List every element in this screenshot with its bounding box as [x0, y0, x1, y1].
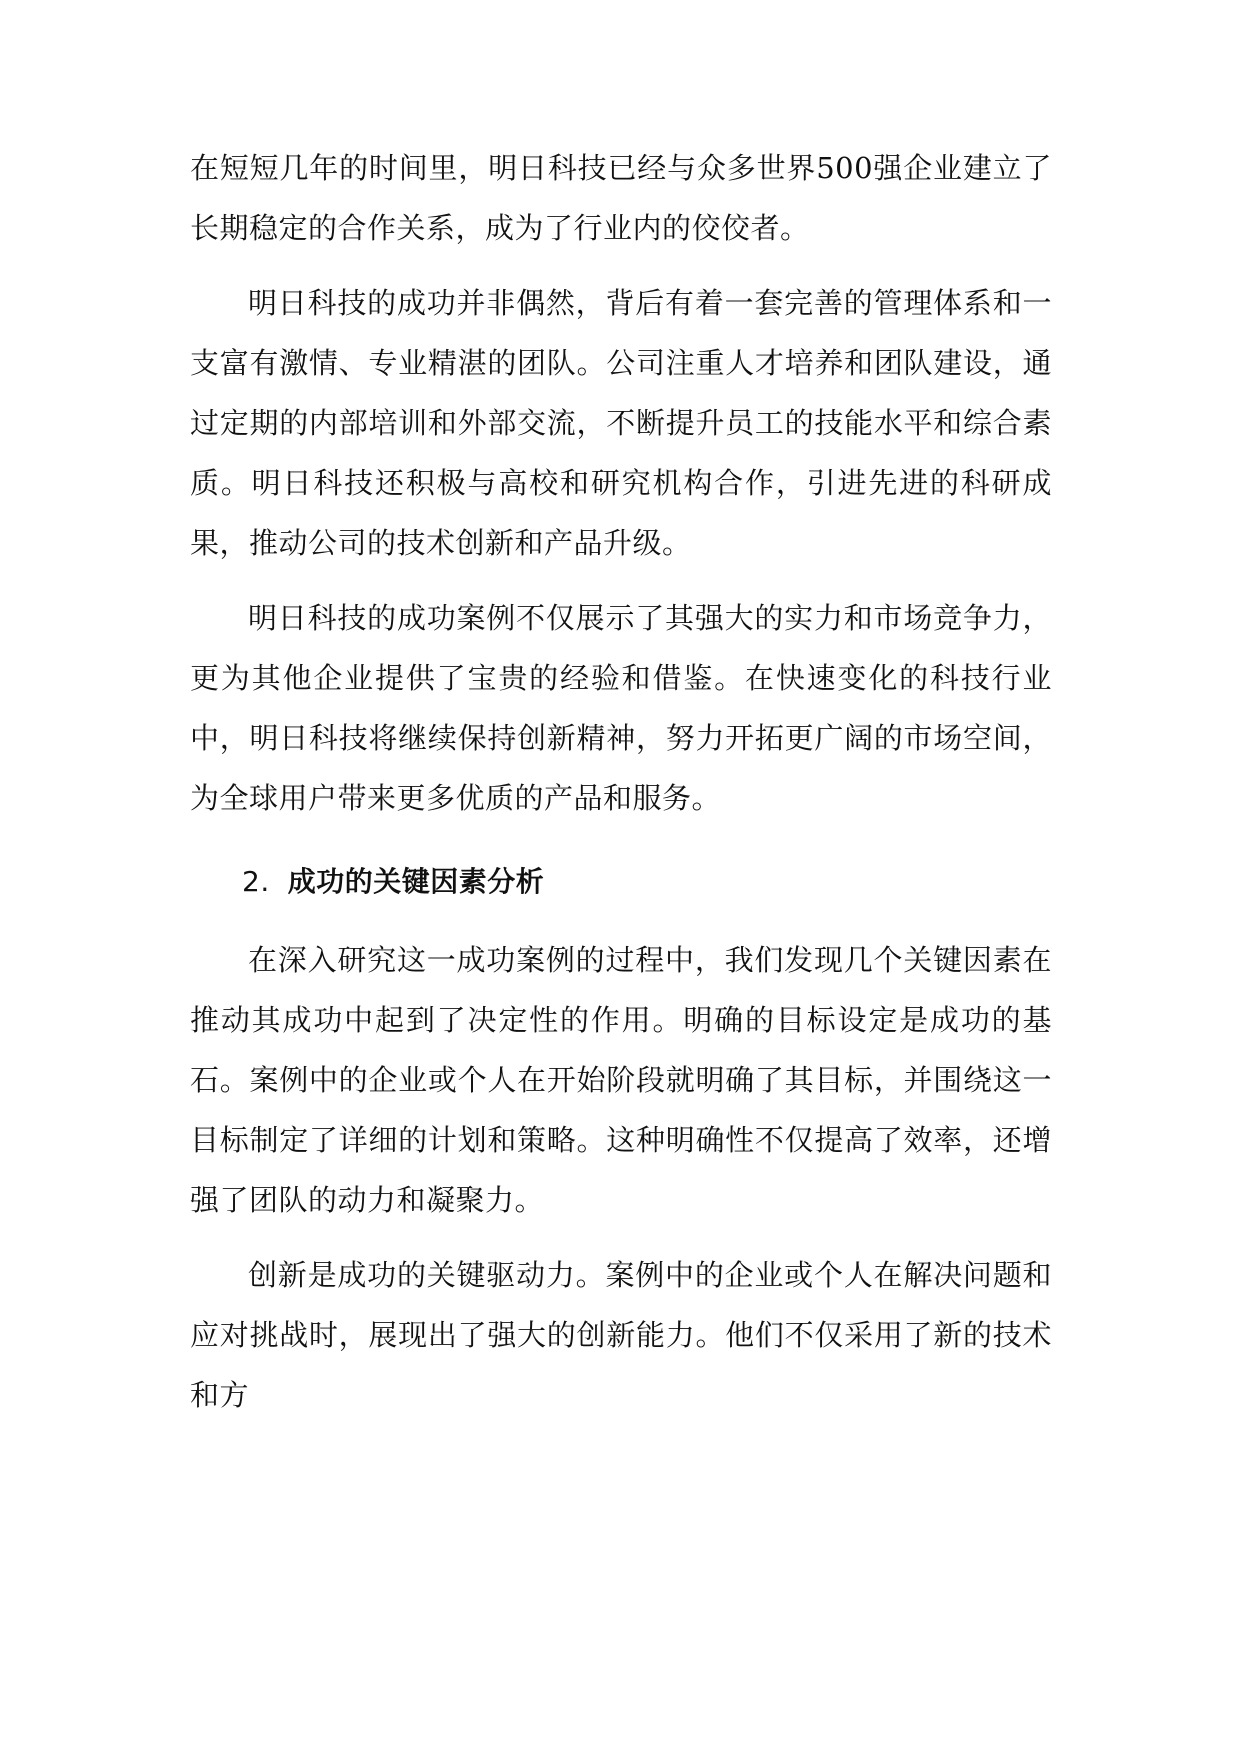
paragraph-continued: 在短短几年的时间里，明日科技已经与众多世界500强企业建立了长期稳定的合作关系，成为了行业内的佼佼者。: [190, 151, 1052, 245]
section-title: 成功的关键因素分析: [287, 865, 545, 898]
section-heading: [190, 852, 1052, 912]
paragraph-case-value: 明日科技的成功案例不仅展示了其强大的实力和市场竞争力，更为其他企业提供了宝贵的经验和借鉴。在快速变化的科技行业中，明日科技将继续保持创新精神，努力开拓更广阔的市场空间，为全球用户带来更多优质的产品和服务。: [190, 601, 1052, 815]
paragraph-innovation: 创新是成功的关键驱动力。案例中的企业或个人在解决问题和应对挑战时，展现出了强大的创新能力。他们不仅采用了新的技术和方: [190, 1258, 1052, 1412]
section-number: 2.: [242, 865, 270, 898]
paragraph-team: 明日科技的成功并非偶然，背后有着一套完善的管理体系和一支富有激情、专业精湛的团队。公司注重人才培养和团队建设，通过定期的内部培训和外部交流，不断提升员工的技能水平和综合素质。明日科技还积极与高校和研究机构合作，引进先进的科研成果，推动公司的技术创新和产品升级。: [190, 286, 1052, 560]
document-page: [190, 138, 1052, 1425]
paragraph-key-factors: 在深入研究这一成功案例的过程中，我们发现几个关键因素在推动其成功中起到了决定性的作用。明确的目标设定是成功的基石。案例中的企业或个人在开始阶段就明确了其目标，并围绕这一目标制定了详细的计划和策略。这种明确性不仅提高了效率，还增强了团队的动力和凝聚力。: [190, 943, 1052, 1217]
